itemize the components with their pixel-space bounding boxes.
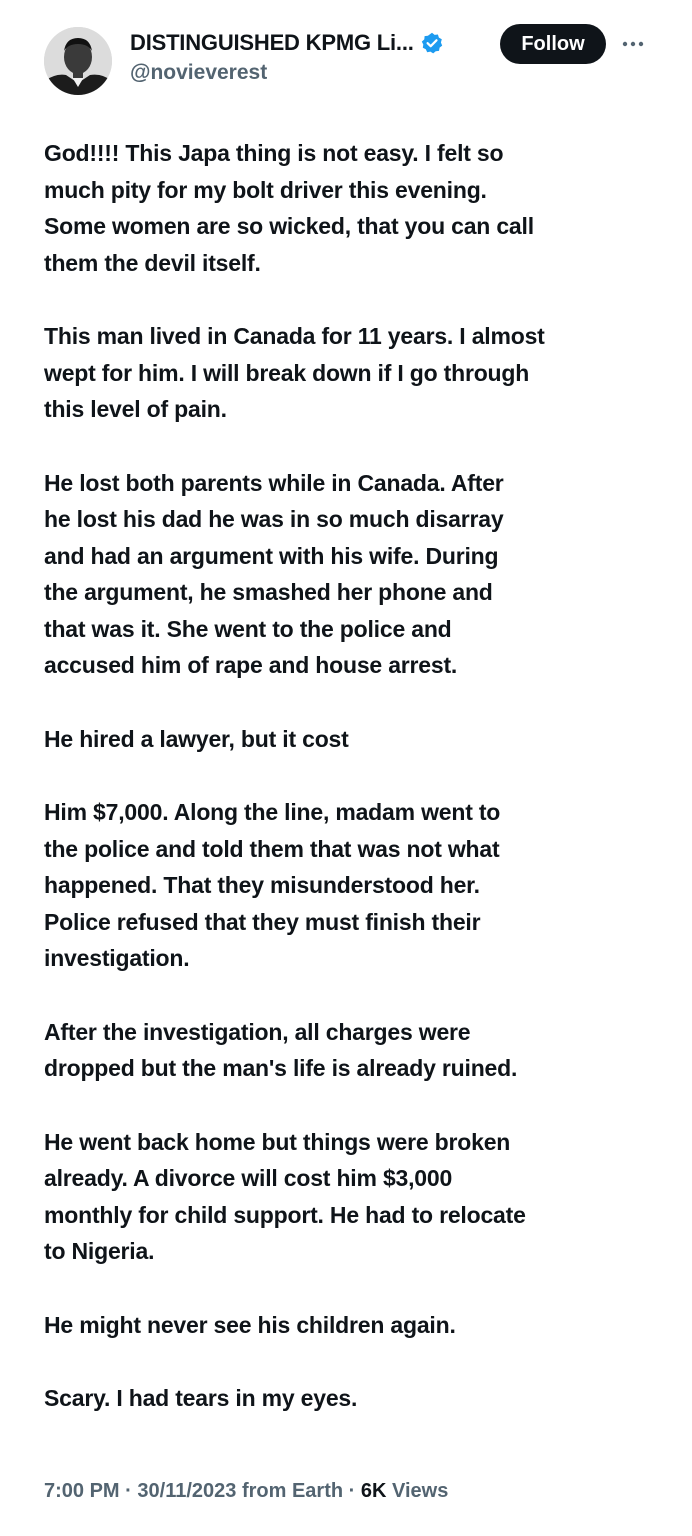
tweet-header <box>0 0 692 110</box>
follow-button[interactable]: Follow <box>500 24 606 64</box>
avatar[interactable] <box>44 27 112 95</box>
verified-badge-icon <box>421 32 443 54</box>
author-name-row <box>130 30 443 56</box>
views-label: Views <box>392 1480 449 1502</box>
tweet-paragraph: This man lived in Canada for 11 years. I almost wept for him. I will break down if I go through this level of pain. <box>44 323 545 422</box>
tweet-time[interactable]: 7:00 PM <box>44 1480 120 1502</box>
more-options-icon[interactable] <box>620 32 646 56</box>
tweet-paragraph: He went back home but things were broken already. A divorce will cost him $3,000 monthly for child support. He had to relocate to Nigeria. <box>44 1128 526 1264</box>
tweet-paragraph: Him $7,000. Along the line, madam went to the police and told them that was not what happened. That they misunderstood her. Police refused that they must finish their investigation. <box>44 799 501 971</box>
meta-separator: · <box>125 1480 132 1502</box>
tweet-date[interactable]: 30/11/2023 <box>137 1480 237 1502</box>
author-display-name[interactable]: DISTINGUISHED KPMG Li... <box>130 30 414 55</box>
tweet-text <box>44 135 664 1454</box>
tweet-metadata <box>44 1480 448 1503</box>
views-count[interactable]: 6K <box>360 1480 387 1502</box>
tweet-paragraph: He lost both parents while in Canada. After he lost his dad he was in so much disarray and had an argument with his wife. During the argument, he smashed her phone and that was it. She went to the police and accused him of rape and house arrest. <box>44 469 504 678</box>
author-handle[interactable]: @novieverest <box>130 61 268 84</box>
tweet-paragraph: He might never see his children again. <box>44 1311 456 1338</box>
tweet-paragraph: God!!!! This Japa thing is not easy. I felt so much pity for my bolt driver this evening. Some women are so wicked, that you can call them the devil itself. <box>44 140 534 276</box>
tweet-source: from Earth <box>241 1480 344 1502</box>
tweet-paragraph: He hired a lawyer, but it cost <box>44 725 349 752</box>
tweet-paragraph: After the investigation, all charges were dropped but the man's life is already ruined. <box>44 1018 518 1081</box>
avatar-portrait <box>44 27 112 95</box>
meta-separator: · <box>348 1480 356 1502</box>
tweet-paragraph: Scary. I had tears in my eyes. <box>44 1385 358 1411</box>
